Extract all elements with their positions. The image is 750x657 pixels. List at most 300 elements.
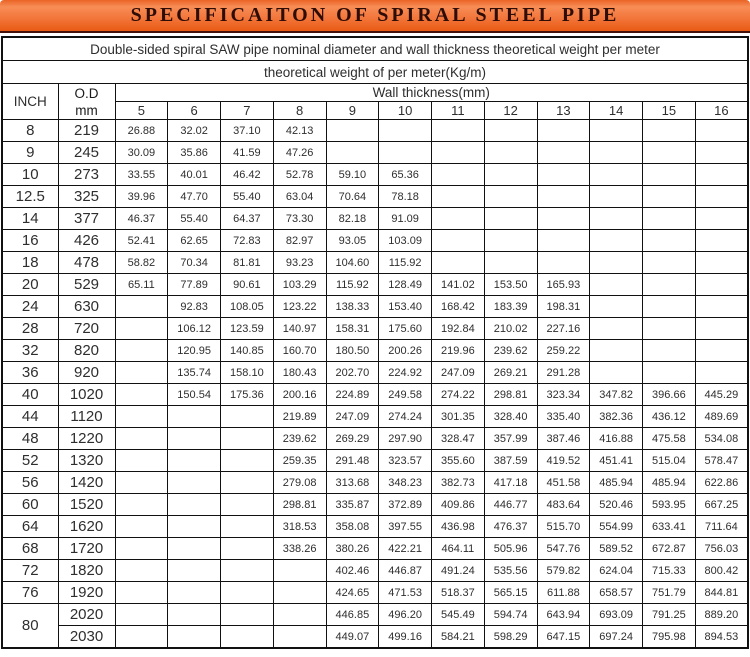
cell-weight-value	[168, 472, 221, 494]
cell-weight-value: 192.84	[432, 318, 485, 340]
cell-weight-value	[695, 142, 748, 164]
cell-weight-value	[326, 120, 379, 142]
cell-weight-value: 65.11	[115, 274, 168, 296]
cell-weight-value	[221, 494, 274, 516]
cell-weight-value: 505.96	[484, 538, 537, 560]
cell-od: 2030	[58, 626, 115, 649]
cell-weight-value: 82.97	[273, 230, 326, 252]
cell-od: 720	[58, 318, 115, 340]
cell-weight-value: 593.95	[643, 494, 696, 516]
cell-weight-value: 200.26	[379, 340, 432, 362]
cell-weight-value	[115, 538, 168, 560]
cell-weight-value: 46.42	[221, 164, 274, 186]
cell-weight-value	[695, 164, 748, 186]
cell-weight-value	[379, 120, 432, 142]
cell-weight-value	[695, 186, 748, 208]
cell-weight-value: 578.47	[695, 450, 748, 472]
cell-weight-value	[643, 164, 696, 186]
cell-weight-value: 298.81	[484, 384, 537, 406]
subtitle-text-2: theoretical weight of per meter(Kg/m)	[2, 61, 748, 84]
cell-weight-value	[590, 252, 643, 274]
cell-weight-value: 416.88	[590, 428, 643, 450]
subtitle-text-1: Double-sided spiral SAW pipe nominal diameter and wall thickness theoretical weight per meter	[2, 37, 748, 61]
cell-weight-value	[590, 120, 643, 142]
cell-od: 1020	[58, 384, 115, 406]
cell-weight-value	[115, 296, 168, 318]
cell-weight-value: 279.08	[273, 472, 326, 494]
cell-weight-value: 667.25	[695, 494, 748, 516]
cell-weight-value: 63.04	[273, 186, 326, 208]
cell-weight-value	[168, 406, 221, 428]
cell-weight-value: 338.26	[273, 538, 326, 560]
thickness-col-header: 11	[432, 102, 485, 120]
cell-weight-value	[432, 120, 485, 142]
cell-weight-value: 82.18	[326, 208, 379, 230]
cell-weight-value: 103.29	[273, 274, 326, 296]
cell-weight-value	[695, 340, 748, 362]
cell-inch: 10	[2, 164, 58, 186]
cell-weight-value: 198.31	[537, 296, 590, 318]
cell-weight-value: 165.93	[537, 274, 590, 296]
cell-weight-value: 622.86	[695, 472, 748, 494]
cell-weight-value: 108.05	[221, 296, 274, 318]
cell-inch: 40	[2, 384, 58, 406]
cell-weight-value	[168, 560, 221, 582]
cell-weight-value: 751.79	[643, 582, 696, 604]
cell-weight-value: 70.34	[168, 252, 221, 274]
cell-od: 325	[58, 186, 115, 208]
cell-weight-value: 239.62	[273, 428, 326, 450]
cell-weight-value	[432, 230, 485, 252]
cell-weight-value	[537, 164, 590, 186]
cell-weight-value	[643, 318, 696, 340]
cell-weight-value	[432, 252, 485, 274]
cell-weight-value: 894.53	[695, 626, 748, 649]
cell-weight-value	[643, 296, 696, 318]
table-row	[2, 230, 748, 252]
cell-weight-value: 396.66	[643, 384, 696, 406]
cell-weight-value: 128.49	[379, 274, 432, 296]
cell-weight-value	[643, 142, 696, 164]
cell-weight-value	[590, 164, 643, 186]
cell-weight-value	[643, 208, 696, 230]
cell-weight-value	[168, 494, 221, 516]
cell-weight-value: 348.23	[379, 472, 432, 494]
cell-weight-value: 520.46	[590, 494, 643, 516]
table-row	[2, 560, 748, 582]
cell-weight-value	[168, 626, 221, 649]
cell-weight-value: 301.35	[432, 406, 485, 428]
cell-weight-value: 259.35	[273, 450, 326, 472]
cell-weight-value: 175.36	[221, 384, 274, 406]
cell-inch: 8	[2, 120, 58, 142]
cell-weight-value	[221, 450, 274, 472]
table-row	[2, 186, 748, 208]
cell-weight-value	[537, 230, 590, 252]
cell-weight-value	[695, 230, 748, 252]
cell-weight-value	[643, 252, 696, 274]
table-row	[2, 450, 748, 472]
cell-weight-value	[695, 318, 748, 340]
cell-weight-value	[115, 362, 168, 384]
cell-weight-value	[695, 296, 748, 318]
cell-inch: 16	[2, 230, 58, 252]
table-row	[2, 494, 748, 516]
cell-inch: 80	[2, 604, 58, 649]
cell-weight-value: 489.69	[695, 406, 748, 428]
cell-od: 2020	[58, 604, 115, 626]
cell-inch: 36	[2, 362, 58, 384]
thickness-col-header: 16	[695, 102, 748, 120]
cell-weight-value: 451.41	[590, 450, 643, 472]
cell-inch: 68	[2, 538, 58, 560]
cell-weight-value	[168, 604, 221, 626]
cell-weight-value: 372.89	[379, 494, 432, 516]
cell-weight-value: 77.89	[168, 274, 221, 296]
cell-inch: 12.5	[2, 186, 58, 208]
cell-weight-value: 298.81	[273, 494, 326, 516]
table-row	[2, 208, 748, 230]
cell-weight-value: 26.88	[115, 120, 168, 142]
cell-inch: 28	[2, 318, 58, 340]
cell-weight-value: 153.40	[379, 296, 432, 318]
cell-weight-value	[432, 208, 485, 230]
subtitle-row-2	[2, 61, 748, 84]
cell-weight-value: 844.81	[695, 582, 748, 604]
cell-weight-value	[273, 560, 326, 582]
cell-weight-value	[643, 230, 696, 252]
cell-weight-value: 387.59	[484, 450, 537, 472]
table-row	[2, 472, 748, 494]
cell-weight-value: 445.29	[695, 384, 748, 406]
table-row	[2, 274, 748, 296]
cell-weight-value	[115, 428, 168, 450]
table-row	[2, 340, 748, 362]
cell-weight-value	[168, 582, 221, 604]
cell-weight-value: 175.60	[379, 318, 432, 340]
cell-weight-value: 120.95	[168, 340, 221, 362]
cell-weight-value	[115, 494, 168, 516]
cell-weight-value	[326, 142, 379, 164]
cell-weight-value: 419.52	[537, 450, 590, 472]
cell-weight-value	[590, 362, 643, 384]
cell-weight-value: 297.90	[379, 428, 432, 450]
cell-weight-value: 624.04	[590, 560, 643, 582]
cell-weight-value	[115, 340, 168, 362]
cell-weight-value: 227.16	[537, 318, 590, 340]
table-row	[2, 516, 748, 538]
cell-weight-value: 93.05	[326, 230, 379, 252]
cell-weight-value: 259.22	[537, 340, 590, 362]
cell-weight-value: 40.01	[168, 164, 221, 186]
table-row	[2, 384, 748, 406]
cell-weight-value: 41.59	[221, 142, 274, 164]
cell-weight-value: 224.92	[379, 362, 432, 384]
cell-weight-value: 545.49	[432, 604, 485, 626]
cell-od: 630	[58, 296, 115, 318]
cell-weight-value: 323.34	[537, 384, 590, 406]
cell-weight-value: 274.22	[432, 384, 485, 406]
thickness-col-header: 7	[221, 102, 274, 120]
cell-inch: 48	[2, 428, 58, 450]
cell-weight-value	[484, 142, 537, 164]
cell-weight-value: 518.37	[432, 582, 485, 604]
cell-weight-value: 32.02	[168, 120, 221, 142]
cell-weight-value: 64.37	[221, 208, 274, 230]
cell-weight-value: 115.92	[379, 252, 432, 274]
cell-weight-value	[115, 626, 168, 649]
subtitle-row-1	[2, 37, 748, 61]
cell-weight-value: 59.10	[326, 164, 379, 186]
cell-weight-value	[643, 274, 696, 296]
cell-weight-value	[273, 604, 326, 626]
cell-weight-value: 33.55	[115, 164, 168, 186]
cell-weight-value: 446.87	[379, 560, 432, 582]
cell-weight-value	[432, 142, 485, 164]
table-row	[2, 142, 748, 164]
cell-weight-value: 534.08	[695, 428, 748, 450]
table-row	[2, 318, 748, 340]
cell-weight-value: 46.37	[115, 208, 168, 230]
cell-weight-value: 62.65	[168, 230, 221, 252]
cell-weight-value: 402.46	[326, 560, 379, 582]
cell-weight-value	[115, 450, 168, 472]
cell-weight-value	[115, 406, 168, 428]
cell-weight-value: 104.60	[326, 252, 379, 274]
cell-weight-value	[221, 604, 274, 626]
cell-weight-value	[643, 120, 696, 142]
table-row	[2, 428, 748, 450]
cell-weight-value	[590, 274, 643, 296]
cell-weight-value: 153.50	[484, 274, 537, 296]
cell-weight-value	[590, 296, 643, 318]
cell-weight-value: 328.40	[484, 406, 537, 428]
cell-weight-value	[115, 604, 168, 626]
cell-weight-value: 202.70	[326, 362, 379, 384]
table-row	[2, 362, 748, 384]
table-row	[2, 538, 748, 560]
table-row	[2, 296, 748, 318]
cell-weight-value: 594.74	[484, 604, 537, 626]
cell-od: 1620	[58, 516, 115, 538]
cell-weight-value: 697.24	[590, 626, 643, 649]
cell-inch: 60	[2, 494, 58, 516]
cell-weight-value	[221, 538, 274, 560]
cell-weight-value: 200.16	[273, 384, 326, 406]
cell-weight-value: 598.29	[484, 626, 537, 649]
cell-weight-value: 39.96	[115, 186, 168, 208]
cell-weight-value	[115, 582, 168, 604]
cell-weight-value: 889.20	[695, 604, 748, 626]
cell-weight-value: 78.18	[379, 186, 432, 208]
cell-weight-value: 291.28	[537, 362, 590, 384]
cell-weight-value	[590, 230, 643, 252]
cell-weight-value: 138.33	[326, 296, 379, 318]
cell-weight-value	[221, 516, 274, 538]
cell-weight-value: 611.88	[537, 582, 590, 604]
cell-weight-value: 180.43	[273, 362, 326, 384]
cell-weight-value: 219.89	[273, 406, 326, 428]
cell-weight-value	[115, 472, 168, 494]
thickness-col-header: 13	[537, 102, 590, 120]
cell-weight-value	[221, 406, 274, 428]
cell-weight-value: 499.16	[379, 626, 432, 649]
cell-weight-value: 140.85	[221, 340, 274, 362]
cell-weight-value: 515.04	[643, 450, 696, 472]
cell-weight-value: 382.73	[432, 472, 485, 494]
cell-weight-value: 475.58	[643, 428, 696, 450]
cell-weight-value	[168, 428, 221, 450]
cell-od: 426	[58, 230, 115, 252]
cell-weight-value: 795.98	[643, 626, 696, 649]
cell-weight-value: 584.21	[432, 626, 485, 649]
cell-od: 1720	[58, 538, 115, 560]
cell-weight-value: 357.99	[484, 428, 537, 450]
cell-weight-value: 335.40	[537, 406, 590, 428]
cell-weight-value: 451.58	[537, 472, 590, 494]
od-column-header	[58, 84, 115, 120]
thickness-col-header: 5	[115, 102, 168, 120]
cell-weight-value: 485.94	[590, 472, 643, 494]
cell-weight-value: 239.62	[484, 340, 537, 362]
cell-weight-value: 335.87	[326, 494, 379, 516]
cell-weight-value: 496.20	[379, 604, 432, 626]
cell-weight-value: 471.53	[379, 582, 432, 604]
cell-weight-value: 387.46	[537, 428, 590, 450]
cell-weight-value	[695, 362, 748, 384]
cell-weight-value: 464.11	[432, 538, 485, 560]
cell-weight-value: 247.09	[432, 362, 485, 384]
cell-weight-value	[432, 186, 485, 208]
cell-weight-value: 715.33	[643, 560, 696, 582]
cell-weight-value: 347.82	[590, 384, 643, 406]
cell-weight-value: 318.53	[273, 516, 326, 538]
cell-weight-value: 274.24	[379, 406, 432, 428]
cell-weight-value: 52.78	[273, 164, 326, 186]
cell-weight-value	[484, 186, 537, 208]
cell-weight-value: 409.86	[432, 494, 485, 516]
cell-inch: 72	[2, 560, 58, 582]
cell-weight-value: 589.52	[590, 538, 643, 560]
cell-weight-value: 135.74	[168, 362, 221, 384]
cell-weight-value: 92.83	[168, 296, 221, 318]
cell-weight-value	[115, 516, 168, 538]
cell-weight-value: 693.09	[590, 604, 643, 626]
cell-weight-value: 446.85	[326, 604, 379, 626]
cell-weight-value: 47.26	[273, 142, 326, 164]
cell-inch: 18	[2, 252, 58, 274]
thickness-col-header: 12	[484, 102, 537, 120]
cell-weight-value: 123.59	[221, 318, 274, 340]
cell-weight-value: 93.23	[273, 252, 326, 274]
cell-weight-value: 291.48	[326, 450, 379, 472]
cell-weight-value: 150.54	[168, 384, 221, 406]
cell-weight-value: 535.56	[484, 560, 537, 582]
thickness-col-header: 6	[168, 102, 221, 120]
table-row	[2, 252, 748, 274]
cell-weight-value: 55.40	[168, 208, 221, 230]
od-header-line2: mm	[75, 102, 98, 118]
cell-weight-value	[273, 582, 326, 604]
cell-weight-value	[643, 340, 696, 362]
cell-weight-value	[484, 208, 537, 230]
cell-weight-value	[537, 208, 590, 230]
cell-weight-value: 380.26	[326, 538, 379, 560]
thickness-col-header: 14	[590, 102, 643, 120]
cell-inch: 44	[2, 406, 58, 428]
thickness-col-header: 15	[643, 102, 696, 120]
cell-weight-value: 58.82	[115, 252, 168, 274]
cell-od: 1420	[58, 472, 115, 494]
cell-weight-value	[695, 274, 748, 296]
cell-od: 245	[58, 142, 115, 164]
cell-weight-value: 180.50	[326, 340, 379, 362]
thickness-col-header: 8	[273, 102, 326, 120]
cell-weight-value: 313.68	[326, 472, 379, 494]
cell-weight-value: 210.02	[484, 318, 537, 340]
cell-weight-value	[695, 120, 748, 142]
cell-weight-value: 554.99	[590, 516, 643, 538]
cell-weight-value	[537, 252, 590, 274]
cell-weight-value: 140.97	[273, 318, 326, 340]
cell-weight-value: 158.31	[326, 318, 379, 340]
title-banner	[0, 0, 750, 33]
wall-thickness-header: Wall thickness(mm)	[115, 84, 748, 102]
table-row	[2, 604, 748, 626]
cell-weight-value	[695, 252, 748, 274]
cell-weight-value: 643.94	[537, 604, 590, 626]
cell-weight-value: 483.64	[537, 494, 590, 516]
cell-weight-value: 647.15	[537, 626, 590, 649]
cell-weight-value: 106.12	[168, 318, 221, 340]
cell-weight-value: 449.07	[326, 626, 379, 649]
cell-od: 920	[58, 362, 115, 384]
cell-inch: 9	[2, 142, 58, 164]
cell-weight-value	[221, 472, 274, 494]
cell-weight-value: 168.42	[432, 296, 485, 318]
cell-weight-value: 397.55	[379, 516, 432, 538]
cell-weight-value	[537, 142, 590, 164]
cell-weight-value: 579.82	[537, 560, 590, 582]
thickness-col-header: 10	[379, 102, 432, 120]
cell-inch: 20	[2, 274, 58, 296]
cell-od: 820	[58, 340, 115, 362]
cell-od: 1120	[58, 406, 115, 428]
cell-weight-value	[221, 582, 274, 604]
cell-weight-value: 269.29	[326, 428, 379, 450]
cell-od: 1520	[58, 494, 115, 516]
cell-od: 219	[58, 120, 115, 142]
cell-weight-value: 123.22	[273, 296, 326, 318]
cell-weight-value: 672.87	[643, 538, 696, 560]
cell-weight-value: 73.30	[273, 208, 326, 230]
cell-weight-value: 91.09	[379, 208, 432, 230]
cell-weight-value: 247.09	[326, 406, 379, 428]
cell-weight-value: 37.10	[221, 120, 274, 142]
cell-od: 529	[58, 274, 115, 296]
cell-od: 1920	[58, 582, 115, 604]
cell-weight-value: 47.70	[168, 186, 221, 208]
cell-weight-value	[643, 362, 696, 384]
cell-inch: 76	[2, 582, 58, 604]
cell-weight-value: 65.36	[379, 164, 432, 186]
cell-od: 273	[58, 164, 115, 186]
cell-weight-value: 72.83	[221, 230, 274, 252]
cell-weight-value	[115, 560, 168, 582]
cell-weight-value	[537, 120, 590, 142]
cell-weight-value	[537, 186, 590, 208]
cell-weight-value: 224.89	[326, 384, 379, 406]
